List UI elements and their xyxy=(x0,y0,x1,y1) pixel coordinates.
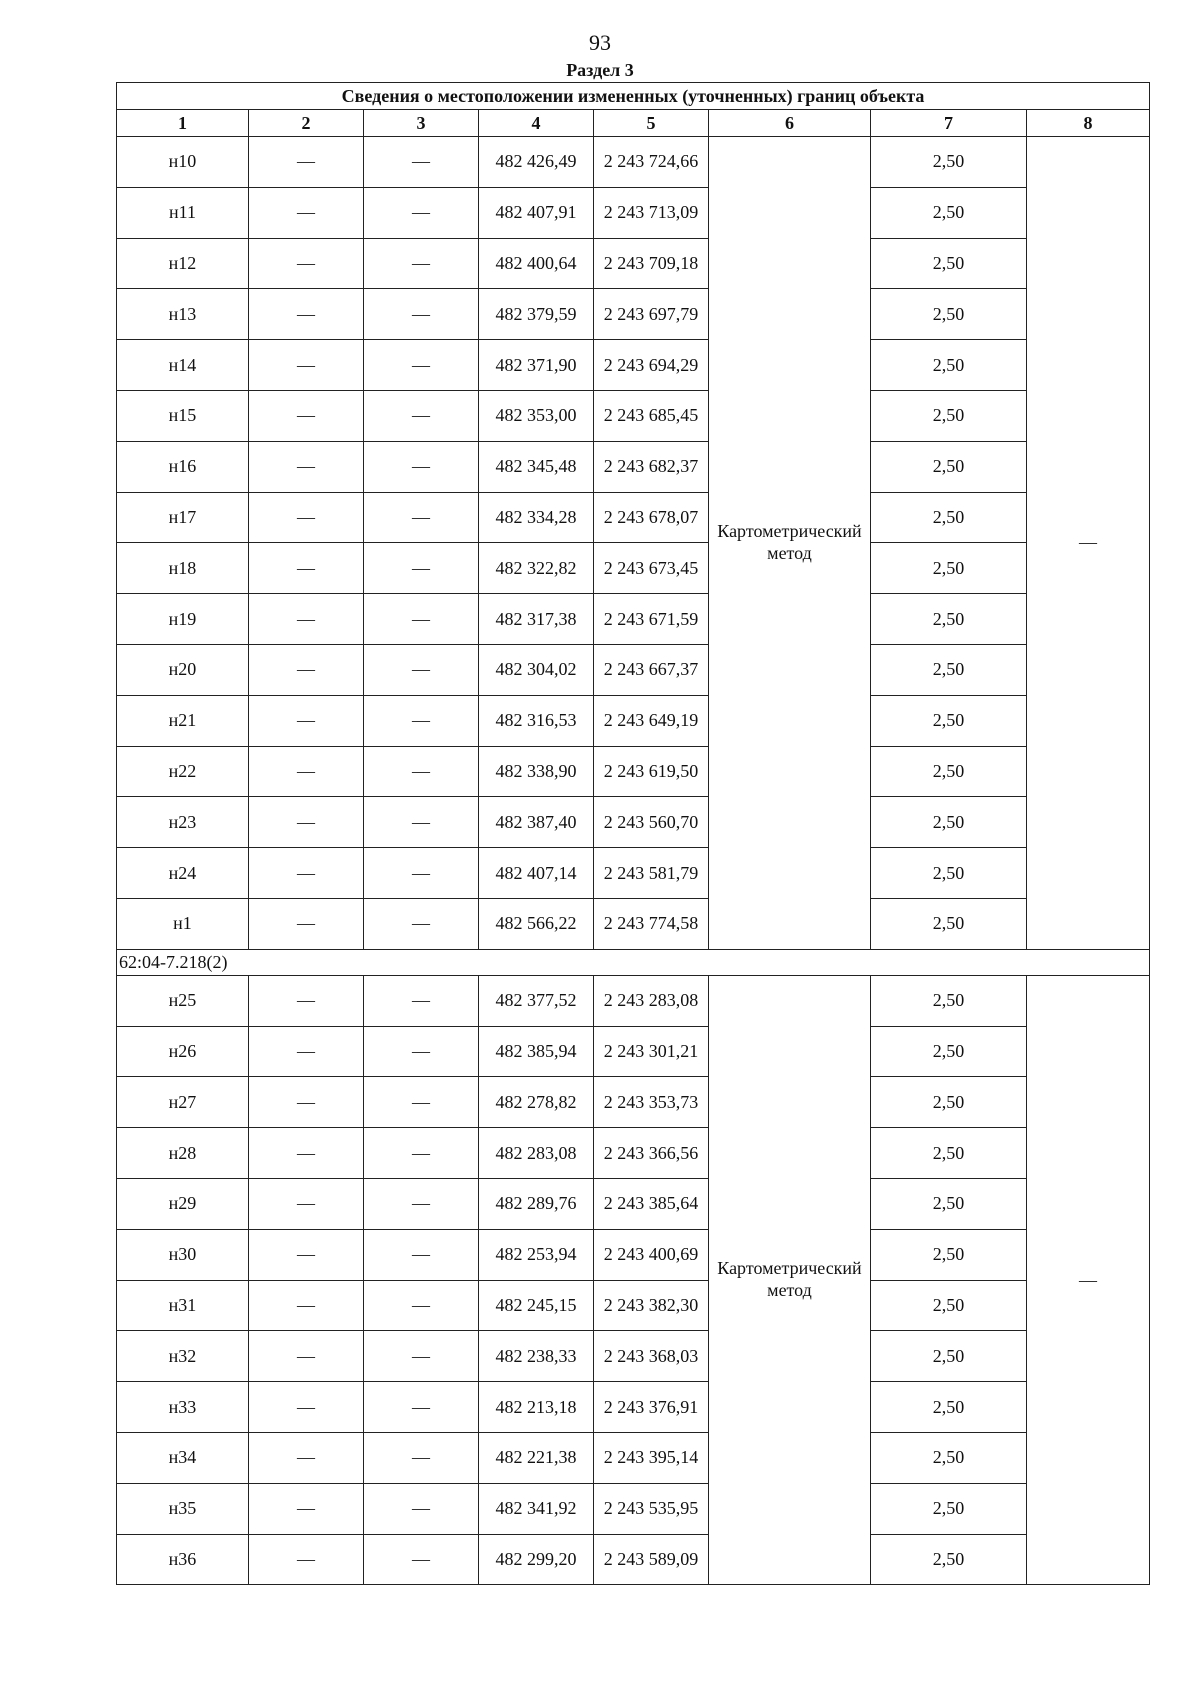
column-header: 5 xyxy=(594,110,709,137)
col2-cell: — xyxy=(249,1534,364,1585)
x-coordinate-cell: 482 316,53 xyxy=(479,695,594,746)
point-id-cell: н22 xyxy=(117,746,249,797)
table-row xyxy=(117,975,1150,1026)
table-row xyxy=(117,594,1150,645)
x-coordinate-cell: 482 400,64 xyxy=(479,238,594,289)
y-coordinate-cell: 2 243 366,56 xyxy=(594,1128,709,1179)
point-id-cell: н30 xyxy=(117,1229,249,1280)
x-coordinate-cell: 482 213,18 xyxy=(479,1382,594,1433)
x-coordinate-cell: 482 278,82 xyxy=(479,1077,594,1128)
col2-cell: — xyxy=(249,1077,364,1128)
col2-cell: — xyxy=(249,1026,364,1077)
accuracy-cell: 2,50 xyxy=(871,1026,1027,1077)
accuracy-cell: 2,50 xyxy=(871,1483,1027,1534)
method-cell: Картометрический метод xyxy=(709,137,871,950)
col2-cell: — xyxy=(249,340,364,391)
col8-cell: — xyxy=(1027,137,1150,950)
col3-cell: — xyxy=(364,390,479,441)
accuracy-cell: 2,50 xyxy=(871,340,1027,391)
col3-cell: — xyxy=(364,492,479,543)
point-id-cell: н12 xyxy=(117,238,249,289)
point-id-cell: н20 xyxy=(117,644,249,695)
x-coordinate-cell: 482 353,00 xyxy=(479,390,594,441)
point-id-cell: н10 xyxy=(117,137,249,188)
col2-cell: — xyxy=(249,543,364,594)
col2-cell: — xyxy=(249,1382,364,1433)
point-id-cell: н33 xyxy=(117,1382,249,1433)
accuracy-cell: 2,50 xyxy=(871,441,1027,492)
table-row xyxy=(117,441,1150,492)
x-coordinate-cell: 482 426,49 xyxy=(479,137,594,188)
point-id-cell: н27 xyxy=(117,1077,249,1128)
y-coordinate-cell: 2 243 678,07 xyxy=(594,492,709,543)
col2-cell: — xyxy=(249,1229,364,1280)
col3-cell: — xyxy=(364,238,479,289)
x-coordinate-cell: 482 253,94 xyxy=(479,1229,594,1280)
coordinates-table xyxy=(116,82,1150,1585)
point-id-cell: н36 xyxy=(117,1534,249,1585)
accuracy-cell: 2,50 xyxy=(871,1534,1027,1585)
col3-cell: — xyxy=(364,644,479,695)
point-id-cell: н13 xyxy=(117,289,249,340)
accuracy-cell: 2,50 xyxy=(871,746,1027,797)
point-id-cell: н14 xyxy=(117,340,249,391)
x-coordinate-cell: 482 304,02 xyxy=(479,644,594,695)
col2-cell: — xyxy=(249,898,364,949)
accuracy-cell: 2,50 xyxy=(871,1432,1027,1483)
table-row xyxy=(117,1534,1150,1585)
col2-cell: — xyxy=(249,848,364,899)
table-row xyxy=(117,492,1150,543)
table-row xyxy=(117,746,1150,797)
point-id-cell: н34 xyxy=(117,1432,249,1483)
col3-cell: — xyxy=(364,1382,479,1433)
table-row xyxy=(117,1178,1150,1229)
table-row xyxy=(117,1077,1150,1128)
y-coordinate-cell: 2 243 709,18 xyxy=(594,238,709,289)
y-coordinate-cell: 2 243 673,45 xyxy=(594,543,709,594)
point-id-cell: н17 xyxy=(117,492,249,543)
y-coordinate-cell: 2 243 301,21 xyxy=(594,1026,709,1077)
accuracy-cell: 2,50 xyxy=(871,1178,1027,1229)
col3-cell: — xyxy=(364,1229,479,1280)
point-id-cell: н28 xyxy=(117,1128,249,1179)
y-coordinate-cell: 2 243 385,64 xyxy=(594,1178,709,1229)
point-id-cell: н31 xyxy=(117,1280,249,1331)
x-coordinate-cell: 482 407,14 xyxy=(479,848,594,899)
table-row xyxy=(117,289,1150,340)
method-cell: Картометрический метод xyxy=(709,975,871,1585)
accuracy-cell: 2,50 xyxy=(871,1382,1027,1433)
col2-cell: — xyxy=(249,1280,364,1331)
table-row xyxy=(117,1331,1150,1382)
accuracy-cell: 2,50 xyxy=(871,1229,1027,1280)
point-id-cell: н29 xyxy=(117,1178,249,1229)
x-coordinate-cell: 482 317,38 xyxy=(479,594,594,645)
y-coordinate-cell: 2 243 382,30 xyxy=(594,1280,709,1331)
col8-cell: — xyxy=(1027,975,1150,1585)
accuracy-cell: 2,50 xyxy=(871,1280,1027,1331)
col3-cell: — xyxy=(364,1128,479,1179)
accuracy-cell: 2,50 xyxy=(871,543,1027,594)
y-coordinate-cell: 2 243 368,03 xyxy=(594,1331,709,1382)
accuracy-cell: 2,50 xyxy=(871,137,1027,188)
cadastral-subheader: 62:04-7.218(2) xyxy=(117,949,1150,975)
col3-cell: — xyxy=(364,1534,479,1585)
y-coordinate-cell: 2 243 697,79 xyxy=(594,289,709,340)
point-id-cell: н1 xyxy=(117,898,249,949)
column-header: 8 xyxy=(1027,110,1150,137)
table-row xyxy=(117,1229,1150,1280)
point-id-cell: н11 xyxy=(117,187,249,238)
column-header: 6 xyxy=(709,110,871,137)
point-id-cell: н35 xyxy=(117,1483,249,1534)
table-row xyxy=(117,797,1150,848)
y-coordinate-cell: 2 243 283,08 xyxy=(594,975,709,1026)
col3-cell: — xyxy=(364,594,479,645)
accuracy-cell: 2,50 xyxy=(871,695,1027,746)
point-id-cell: н26 xyxy=(117,1026,249,1077)
x-coordinate-cell: 482 345,48 xyxy=(479,441,594,492)
y-coordinate-cell: 2 243 376,91 xyxy=(594,1382,709,1433)
x-coordinate-cell: 482 283,08 xyxy=(479,1128,594,1179)
table-row xyxy=(117,543,1150,594)
y-coordinate-cell: 2 243 400,69 xyxy=(594,1229,709,1280)
table-body xyxy=(117,137,1150,1585)
col3-cell: — xyxy=(364,1331,479,1382)
column-header: 1 xyxy=(117,110,249,137)
col2-cell: — xyxy=(249,797,364,848)
point-id-cell: н32 xyxy=(117,1331,249,1382)
table-row xyxy=(117,390,1150,441)
table-row xyxy=(117,340,1150,391)
col3-cell: — xyxy=(364,1026,479,1077)
table-row xyxy=(117,644,1150,695)
x-coordinate-cell: 482 299,20 xyxy=(479,1534,594,1585)
accuracy-cell: 2,50 xyxy=(871,797,1027,848)
group-subheader-row xyxy=(117,949,1150,975)
y-coordinate-cell: 2 243 713,09 xyxy=(594,187,709,238)
col3-cell: — xyxy=(364,1483,479,1534)
x-coordinate-cell: 482 289,76 xyxy=(479,1178,594,1229)
accuracy-cell: 2,50 xyxy=(871,1128,1027,1179)
col3-cell: — xyxy=(364,695,479,746)
col3-cell: — xyxy=(364,848,479,899)
column-header: 2 xyxy=(249,110,364,137)
x-coordinate-cell: 482 238,33 xyxy=(479,1331,594,1382)
col3-cell: — xyxy=(364,898,479,949)
table-row xyxy=(117,898,1150,949)
y-coordinate-cell: 2 243 353,73 xyxy=(594,1077,709,1128)
accuracy-cell: 2,50 xyxy=(871,187,1027,238)
x-coordinate-cell: 482 379,59 xyxy=(479,289,594,340)
table-row xyxy=(117,137,1150,188)
column-header: 3 xyxy=(364,110,479,137)
col3-cell: — xyxy=(364,1280,479,1331)
col3-cell: — xyxy=(364,1432,479,1483)
table-row xyxy=(117,187,1150,238)
col2-cell: — xyxy=(249,975,364,1026)
y-coordinate-cell: 2 243 682,37 xyxy=(594,441,709,492)
section-title: Раздел 3 xyxy=(566,60,634,80)
accuracy-cell: 2,50 xyxy=(871,644,1027,695)
table-row xyxy=(117,1128,1150,1179)
col2-cell: — xyxy=(249,441,364,492)
accuracy-cell: 2,50 xyxy=(871,594,1027,645)
table-row xyxy=(117,848,1150,899)
col2-cell: — xyxy=(249,695,364,746)
x-coordinate-cell: 482 341,92 xyxy=(479,1483,594,1534)
y-coordinate-cell: 2 243 560,70 xyxy=(594,797,709,848)
accuracy-cell: 2,50 xyxy=(871,1077,1027,1128)
x-coordinate-cell: 482 371,90 xyxy=(479,340,594,391)
table-row xyxy=(117,695,1150,746)
column-header: 7 xyxy=(871,110,1027,137)
x-coordinate-cell: 482 221,38 xyxy=(479,1432,594,1483)
col2-cell: — xyxy=(249,644,364,695)
table-row xyxy=(117,1432,1150,1483)
point-id-cell: н15 xyxy=(117,390,249,441)
x-coordinate-cell: 482 566,22 xyxy=(479,898,594,949)
accuracy-cell: 2,50 xyxy=(871,492,1027,543)
col2-cell: — xyxy=(249,1128,364,1179)
point-id-cell: н25 xyxy=(117,975,249,1026)
col3-cell: — xyxy=(364,746,479,797)
y-coordinate-cell: 2 243 619,50 xyxy=(594,746,709,797)
y-coordinate-cell: 2 243 649,19 xyxy=(594,695,709,746)
col2-cell: — xyxy=(249,238,364,289)
col3-cell: — xyxy=(364,1178,479,1229)
x-coordinate-cell: 482 407,91 xyxy=(479,187,594,238)
accuracy-cell: 2,50 xyxy=(871,848,1027,899)
accuracy-cell: 2,50 xyxy=(871,390,1027,441)
point-id-cell: н16 xyxy=(117,441,249,492)
y-coordinate-cell: 2 243 535,95 xyxy=(594,1483,709,1534)
point-id-cell: н18 xyxy=(117,543,249,594)
col2-cell: — xyxy=(249,1483,364,1534)
table-caption: Сведения о местоположении измененных (уточненных) границ объекта xyxy=(117,83,1150,110)
column-header-row xyxy=(117,110,1150,137)
col2-cell: — xyxy=(249,492,364,543)
col2-cell: — xyxy=(249,390,364,441)
y-coordinate-cell: 2 243 581,79 xyxy=(594,848,709,899)
y-coordinate-cell: 2 243 724,66 xyxy=(594,137,709,188)
accuracy-cell: 2,50 xyxy=(871,238,1027,289)
table-row xyxy=(117,1483,1150,1534)
y-coordinate-cell: 2 243 667,37 xyxy=(594,644,709,695)
x-coordinate-cell: 482 377,52 xyxy=(479,975,594,1026)
x-coordinate-cell: 482 245,15 xyxy=(479,1280,594,1331)
col2-cell: — xyxy=(249,289,364,340)
col2-cell: — xyxy=(249,594,364,645)
y-coordinate-cell: 2 243 395,14 xyxy=(594,1432,709,1483)
y-coordinate-cell: 2 243 694,29 xyxy=(594,340,709,391)
x-coordinate-cell: 482 322,82 xyxy=(479,543,594,594)
x-coordinate-cell: 482 334,28 xyxy=(479,492,594,543)
point-id-cell: н24 xyxy=(117,848,249,899)
table-row xyxy=(117,1280,1150,1331)
col2-cell: — xyxy=(249,137,364,188)
col3-cell: — xyxy=(364,543,479,594)
col3-cell: — xyxy=(364,1077,479,1128)
col3-cell: — xyxy=(364,187,479,238)
x-coordinate-cell: 482 385,94 xyxy=(479,1026,594,1077)
y-coordinate-cell: 2 243 671,59 xyxy=(594,594,709,645)
y-coordinate-cell: 2 243 685,45 xyxy=(594,390,709,441)
point-id-cell: н21 xyxy=(117,695,249,746)
col2-cell: — xyxy=(249,1432,364,1483)
col3-cell: — xyxy=(364,441,479,492)
y-coordinate-cell: 2 243 774,58 xyxy=(594,898,709,949)
col2-cell: — xyxy=(249,746,364,797)
col2-cell: — xyxy=(249,1331,364,1382)
col3-cell: — xyxy=(364,289,479,340)
point-id-cell: н19 xyxy=(117,594,249,645)
accuracy-cell: 2,50 xyxy=(871,1331,1027,1382)
accuracy-cell: 2,50 xyxy=(871,898,1027,949)
col3-cell: — xyxy=(364,797,479,848)
col3-cell: — xyxy=(364,340,479,391)
x-coordinate-cell: 482 338,90 xyxy=(479,746,594,797)
table-row xyxy=(117,1382,1150,1433)
point-id-cell: н23 xyxy=(117,797,249,848)
table-row xyxy=(117,238,1150,289)
accuracy-cell: 2,50 xyxy=(871,975,1027,1026)
y-coordinate-cell: 2 243 589,09 xyxy=(594,1534,709,1585)
page-number: 93 xyxy=(589,30,611,55)
col2-cell: — xyxy=(249,187,364,238)
accuracy-cell: 2,50 xyxy=(871,289,1027,340)
col2-cell: — xyxy=(249,1178,364,1229)
column-header: 4 xyxy=(479,110,594,137)
table-row xyxy=(117,1026,1150,1077)
x-coordinate-cell: 482 387,40 xyxy=(479,797,594,848)
col3-cell: — xyxy=(364,975,479,1026)
col3-cell: — xyxy=(364,137,479,188)
